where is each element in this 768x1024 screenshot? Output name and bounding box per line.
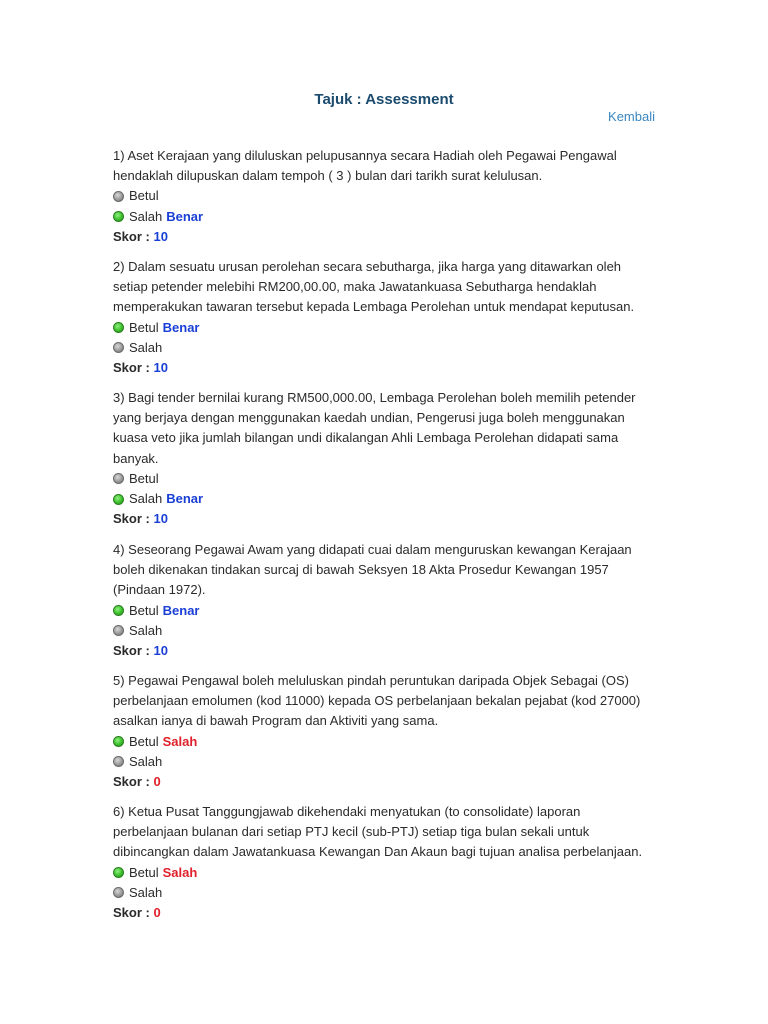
- question-text: 5) Pegawai Pengawal boleh meluluskan pindah peruntukan daripada Objek Sebagai (OS) perbelanjaan emolumen (kod 11000) kepada OS perbelanjaan bekalan pejabat (kod 27000) asalkan ianya di bawah Program dan Aktiviti yang sama.: [113, 673, 641, 729]
- verdict-label: Salah: [162, 864, 198, 880]
- score-label: Skor :: [113, 511, 154, 527]
- question-text: 6) Ketua Pusat Tanggungjawab dikehendaki menyatukan (to consolidate) laporan perbelanjaan bulanan dari setiap PTJ kecil (sub-PTJ) setiap tiga bulan sekali untuk dibincangkan dalam Jawatankuasa Kewangan Dan Akaun bagi tujuan analisa perbelanjaan.: [113, 804, 643, 860]
- option-salah[interactable]: [113, 883, 658, 903]
- score-label: Skor :: [113, 773, 154, 789]
- verdict-label: Salah: [162, 733, 198, 749]
- option-label: Salah: [129, 491, 163, 506]
- option-label: Betul: [129, 864, 159, 880]
- option-betul[interactable]: [113, 863, 658, 883]
- radio-selected-icon[interactable]: [113, 736, 124, 747]
- question-text: 1) Aset Kerajaan yang diluluskan pelupusannya secara Hadiah oleh Pegawai Pengawal hendaklah dilupuskan dalam tempoh ( 3 ) bulan dari tarikh surat kelulusan.: [113, 148, 617, 184]
- option-betul[interactable]: [113, 186, 658, 206]
- option-salah[interactable]: [113, 207, 658, 227]
- verdict-label: Benar: [162, 319, 200, 335]
- score-row: [113, 772, 658, 792]
- question-block: [113, 257, 658, 378]
- radio-unselected-icon[interactable]: [113, 756, 124, 767]
- score-value: 10: [153, 511, 168, 527]
- option-salah[interactable]: [113, 338, 658, 358]
- option-label: Salah: [129, 622, 163, 638]
- question-text: 3) Bagi tender bernilai kurang RM500,000.00, Lembaga Perolehan boleh memilih petender yang berjaya dengan menggunakan kaedah undian, Pengerusi juga boleh menggunakan kuasa veto jika jumlah bilangan undi dikalangan Ahli Lembaga Perolehan didapati sama banyak.: [113, 390, 636, 466]
- option-betul[interactable]: [113, 732, 658, 752]
- radio-unselected-icon[interactable]: [113, 342, 124, 353]
- option-betul[interactable]: [113, 318, 658, 338]
- question-block: [113, 671, 658, 792]
- question-text: 2) Dalam sesuatu urusan perolehan secara sebutharga, jika harga yang ditawarkan oleh setiap petender melebihi RM200,00.00, maka Jawatankuasa Sebutharga hendaklah memperakukan tawaran tersebut kepada Lembaga Perolehan untuk mendapat keputusan.: [113, 259, 635, 315]
- radio-selected-icon[interactable]: [113, 494, 124, 505]
- back-link[interactable]: Kembali: [608, 109, 655, 124]
- question-block: [113, 388, 658, 529]
- radio-selected-icon[interactable]: [113, 322, 124, 333]
- question-block: [113, 802, 658, 923]
- option-label: Betul: [129, 602, 159, 618]
- question-block: [113, 146, 658, 247]
- score-value: 0: [153, 773, 161, 789]
- score-label: Skor :: [113, 359, 154, 375]
- score-value: 10: [153, 642, 168, 658]
- option-label: Betul: [129, 733, 159, 749]
- option-label: Betul: [129, 470, 159, 486]
- score-label: Skor :: [113, 228, 154, 244]
- option-betul[interactable]: [113, 469, 658, 489]
- option-label: Salah: [129, 884, 163, 900]
- score-value: 10: [153, 228, 168, 244]
- option-salah[interactable]: [113, 752, 658, 772]
- verdict-label: Benar: [162, 602, 200, 618]
- radio-unselected-icon[interactable]: [113, 887, 124, 898]
- radio-selected-icon[interactable]: [113, 211, 124, 222]
- radio-selected-icon[interactable]: [113, 867, 124, 878]
- verdict-label: Benar: [166, 208, 204, 224]
- option-label: Salah: [129, 208, 163, 224]
- score-row: [113, 358, 658, 378]
- score-value: 10: [153, 359, 168, 375]
- question-block: [113, 540, 658, 661]
- score-row: [113, 509, 658, 529]
- option-salah[interactable]: [113, 621, 658, 641]
- option-label: Salah: [129, 339, 163, 355]
- option-betul[interactable]: [113, 601, 658, 621]
- option-salah[interactable]: [113, 489, 658, 509]
- option-label: Salah: [129, 753, 163, 769]
- score-label: Skor :: [113, 904, 154, 920]
- radio-selected-icon[interactable]: [113, 605, 124, 616]
- radio-unselected-icon[interactable]: [113, 191, 124, 202]
- option-label: Betul: [129, 188, 159, 204]
- radio-unselected-icon[interactable]: [113, 473, 124, 484]
- page-title: Tajuk : Assessment: [314, 91, 454, 108]
- verdict-label: Benar: [166, 491, 204, 506]
- score-label: Skor :: [113, 642, 154, 658]
- score-row: [113, 903, 658, 923]
- score-value: 0: [153, 904, 161, 920]
- score-row: [113, 227, 658, 247]
- question-text: 4) Seseorang Pegawai Awam yang didapati cuai dalam menguruskan kewangan Kerajaan boleh dikenakan tindakan surcaj di bawah Seksyen 18 Akta Prosedur Kewangan 1957 (Pindaan 1972).: [113, 542, 632, 598]
- option-label: Betul: [129, 319, 159, 335]
- radio-unselected-icon[interactable]: [113, 625, 124, 636]
- score-row: [113, 641, 658, 661]
